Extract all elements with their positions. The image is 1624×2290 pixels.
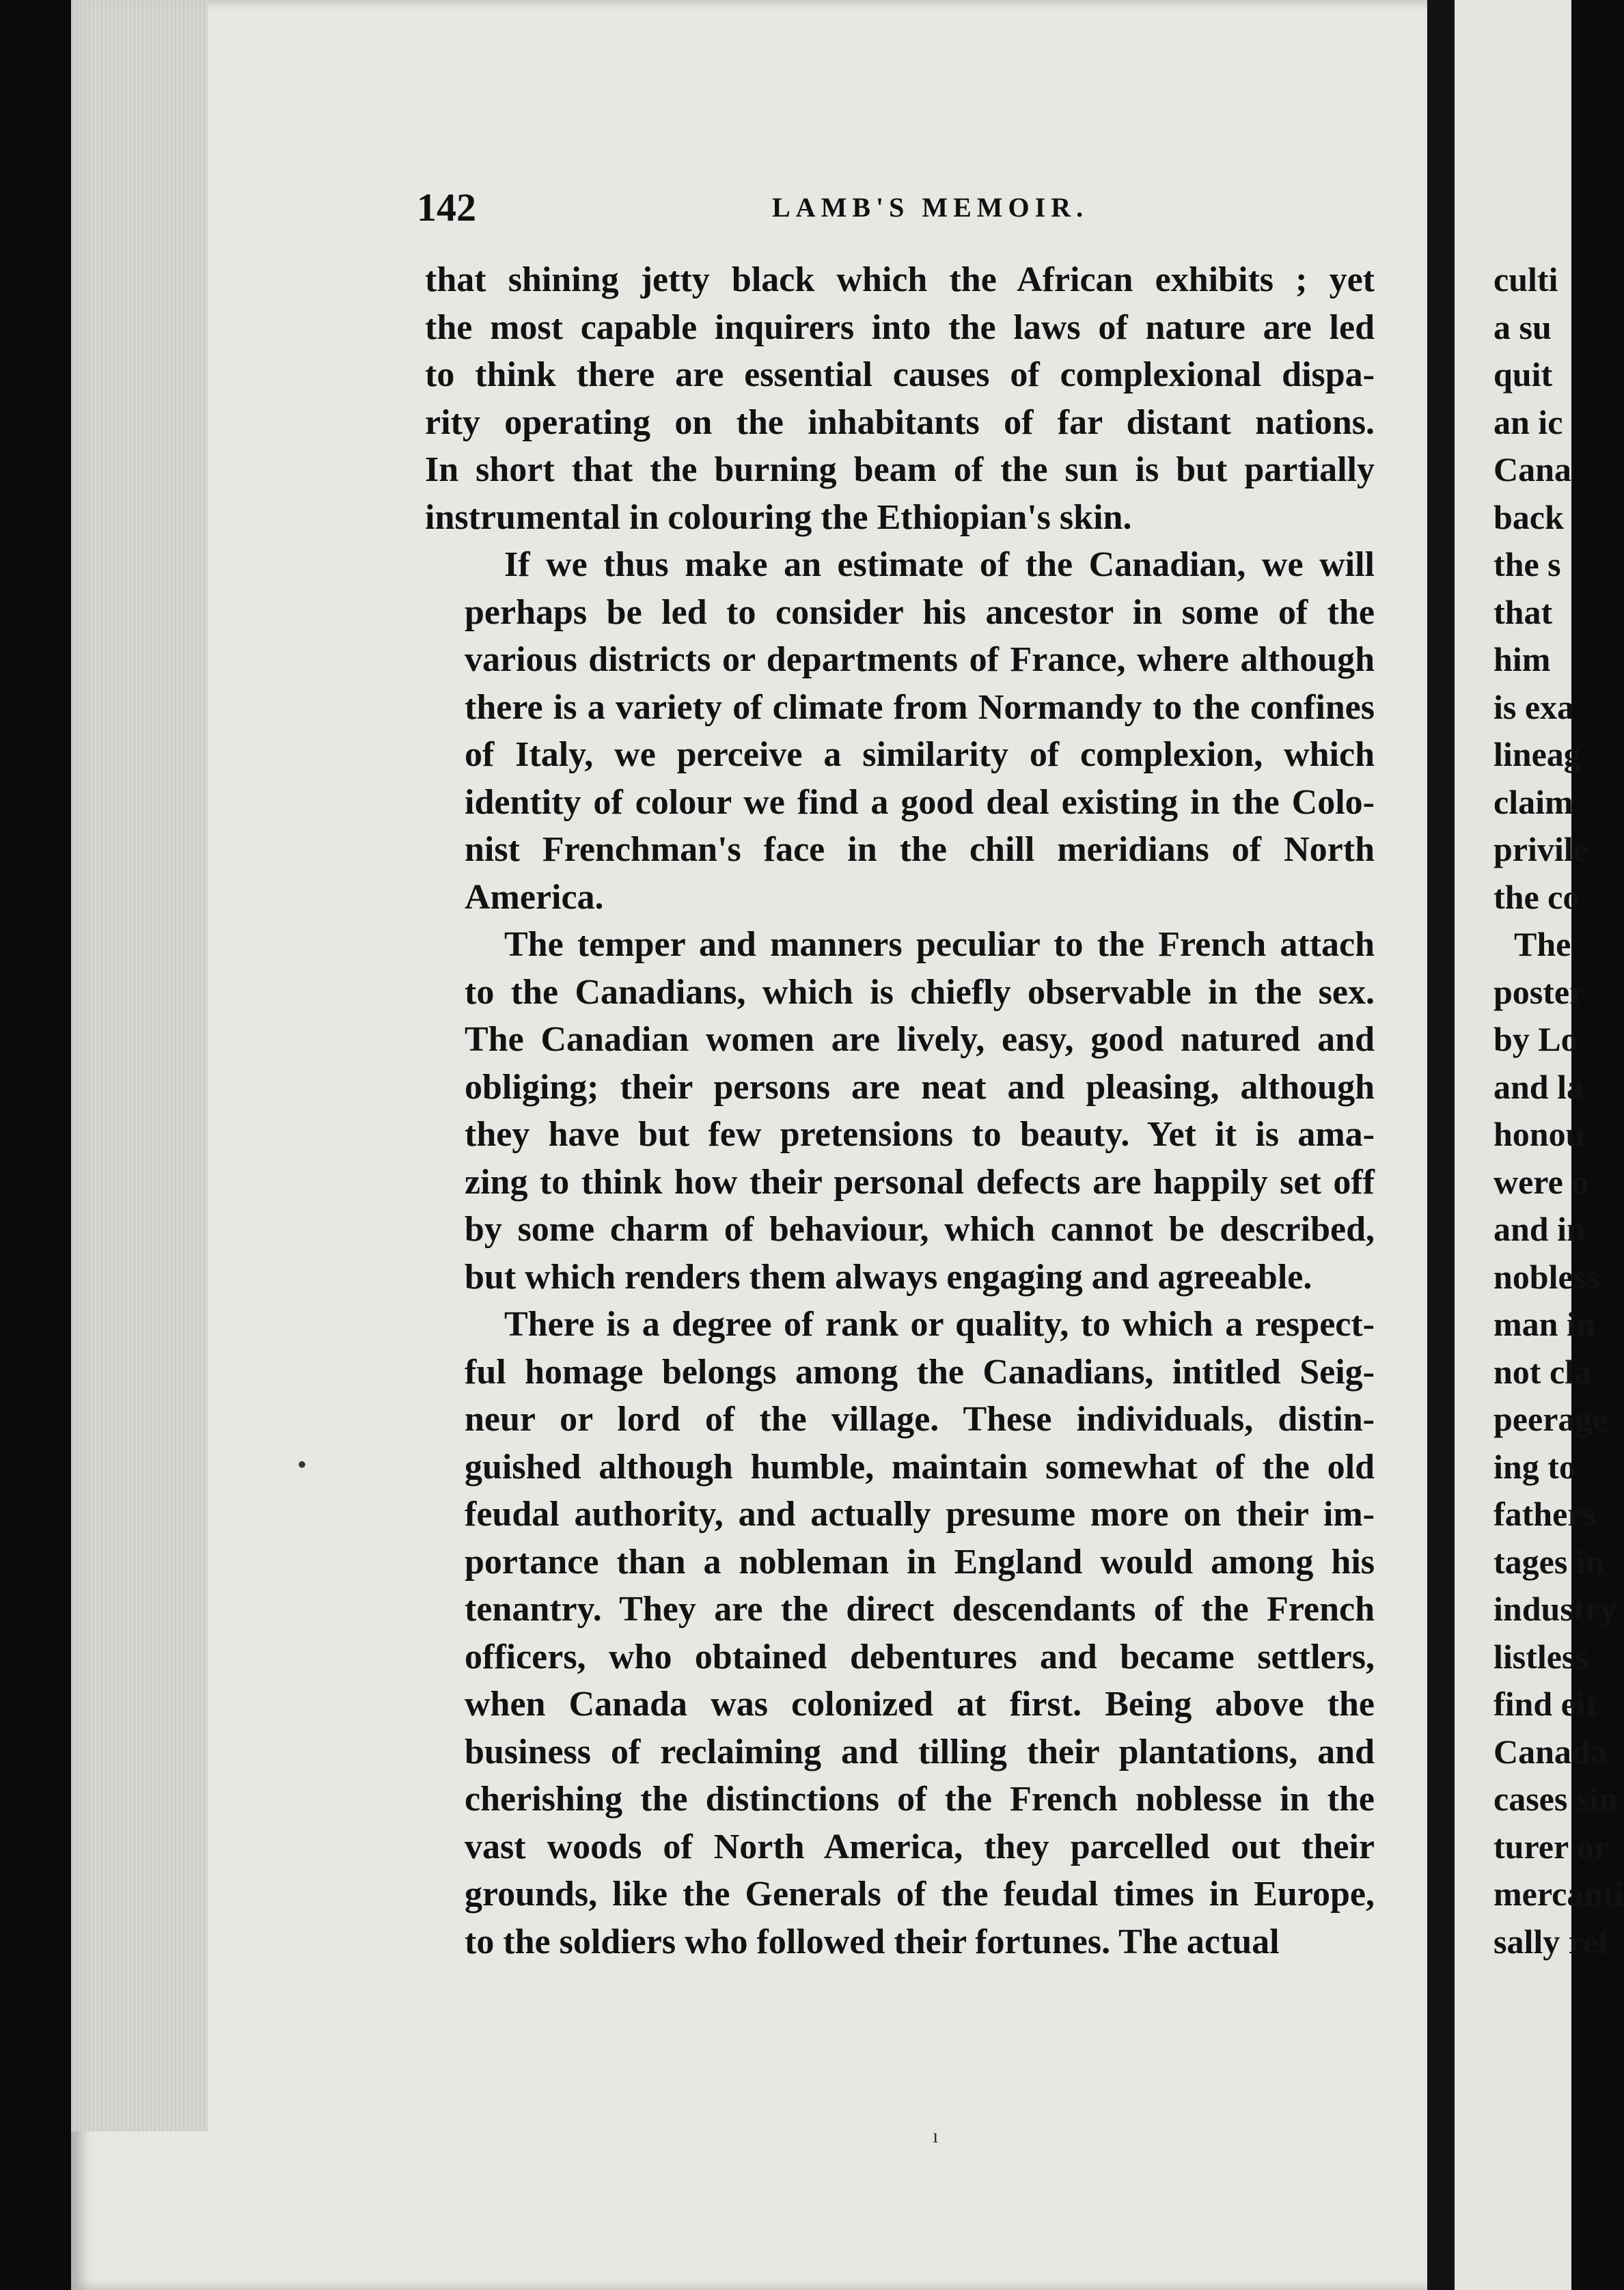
facing-page-fragment: by Lo	[1494, 1020, 1578, 1058]
text-line: neur or lord of the village. These individuals, distin-	[465, 1400, 1375, 1439]
facing-page-fragment: sally ref	[1494, 1922, 1610, 1961]
text-line: perhaps be led to consider his ancestor in some of the	[465, 592, 1375, 632]
text-line: by some charm of behaviour, which cannot be described,	[465, 1210, 1375, 1249]
facing-page-fragment: culti	[1494, 260, 1558, 299]
text-line: that shining jetty black which the African exhibits ; yet	[425, 260, 1375, 299]
text-line: If we thus make an estimate of the Canadian, we will	[504, 545, 1375, 584]
page-header	[417, 184, 1380, 232]
paragraph	[425, 541, 1375, 921]
text-line: various districts or departments of France, where although	[465, 640, 1375, 679]
text-line: In short that the burning beam of the sun is but partially	[425, 450, 1375, 489]
text-line: The temper and manners peculiar to the French attach	[504, 925, 1375, 964]
text-line: grounds, like the Generals of the feudal times in Europe,	[465, 1875, 1375, 1914]
facing-page-fragment: mercanti	[1494, 1875, 1624, 1913]
facing-page-fragment: industry	[1494, 1590, 1617, 1628]
facing-page-fragment: Canada	[1494, 1732, 1608, 1771]
text-line: identity of colour we find a good deal existing in the Colo-	[465, 782, 1375, 822]
speck-mark: ı	[933, 2125, 939, 2147]
facing-page-fragment: the s	[1494, 545, 1561, 583]
text-line: to think there are essential causes of complexional dispa-	[425, 355, 1375, 394]
text-line: zing to think how their personal defects are happily set off	[465, 1162, 1375, 1202]
text-line: guished although humble, maintain somewhat of the old	[465, 1447, 1375, 1487]
facing-page-fragment: and in	[1494, 1210, 1586, 1248]
text-line: There is a degree of rank or quality, to which a respect-	[504, 1305, 1375, 1344]
text-line: there is a variety of climate from Normandy to the confines	[465, 687, 1375, 727]
facing-page-fragment: an ic	[1494, 402, 1563, 441]
text-line: obliging; their persons are neat and pleasing, although	[465, 1067, 1375, 1107]
facing-page-fragment: man in	[1494, 1305, 1595, 1343]
facing-page-fragment: poster	[1494, 972, 1585, 1011]
facing-page-fragment: cases sin	[1494, 1780, 1618, 1818]
facing-page-text	[1494, 256, 1624, 1965]
page-number: 142	[417, 185, 476, 230]
text-line: cherishing the distinctions of the French noblesse in the	[465, 1780, 1375, 1819]
text-line: ful homage belongs among the Canadians, intitled Seig-	[465, 1352, 1375, 1392]
facing-page-fragment: honou	[1494, 1115, 1585, 1153]
gutter	[1427, 0, 1455, 2290]
facing-page-fragment: tages in	[1494, 1542, 1605, 1581]
text-line: vast woods of North America, they parcelled out their	[465, 1827, 1375, 1866]
text-line: rity operating on the inhabitants of far distant nations.	[425, 402, 1375, 442]
facing-page-fragment: nobless	[1494, 1257, 1600, 1296]
facing-page-fragment: The	[1514, 925, 1571, 963]
text-line: business of reclaiming and tilling their plantations, and	[465, 1732, 1375, 1771]
facing-page-fragment: that	[1494, 592, 1553, 631]
facing-page-fragment: a su	[1494, 307, 1552, 346]
facing-page-fragment: find eit	[1494, 1685, 1597, 1723]
facing-page-fragment: claim	[1494, 782, 1573, 821]
text-line: nist Frenchman's face in the chill meridians of North	[465, 830, 1375, 869]
facing-page-fragment: were o	[1494, 1162, 1589, 1201]
facing-page-fragment: quit	[1494, 355, 1553, 394]
paragraph	[425, 1301, 1375, 1965]
paragraph	[425, 256, 1375, 541]
text-line: to the soldiers who followed their fortunes. The actual	[465, 1922, 1280, 1961]
paragraph	[425, 921, 1375, 1301]
facing-page-fragment: back	[1494, 497, 1564, 536]
facing-page-fragment: peerage	[1494, 1400, 1608, 1438]
page-edges	[71, 0, 208, 2132]
facing-page-fragment: fathers	[1494, 1495, 1596, 1533]
body-text	[425, 256, 1375, 1965]
facing-page-fragment: listless	[1494, 1637, 1588, 1676]
text-line: tenantry. They are the direct descendants of the French	[465, 1590, 1375, 1629]
text-line: portance than a nobleman in England would among his	[465, 1542, 1375, 1582]
text-line: of Italy, we perceive a similarity of complexion, which	[465, 735, 1375, 774]
running-head: LAMB'S MEMOIR.	[772, 192, 1089, 223]
text-line: to the Canadians, which is chiefly observable in the sex.	[465, 972, 1375, 1012]
text-line: they have but few pretensions to beauty. Yet it is ama-	[465, 1115, 1375, 1154]
text-line: the most capable inquirers into the laws of nature are led	[425, 307, 1375, 347]
facing-page-fragment: turer or	[1494, 1827, 1609, 1866]
facing-page-fragment: is exa	[1494, 687, 1575, 726]
text-line: when Canada was colonized at first. Being above the	[465, 1685, 1375, 1724]
facing-page-fragment: him	[1494, 640, 1551, 678]
facing-page-fragment: the co	[1494, 877, 1580, 916]
text-line: feudal authority, and actually presume more on their im-	[465, 1495, 1375, 1534]
text-line: instrumental in colouring the Ethiopian's skin.	[425, 497, 1132, 537]
facing-page-fragment: privile	[1494, 830, 1588, 868]
facing-page-fragment: and la	[1494, 1067, 1584, 1106]
facing-page-fragment: lineag	[1494, 735, 1581, 773]
speck-mark: •	[297, 1449, 307, 1480]
facing-page-fragment: Cana	[1494, 450, 1571, 488]
facing-page-fragment: not cla	[1494, 1352, 1592, 1391]
text-line: The Canadian women are lively, easy, good natured and	[465, 1020, 1375, 1059]
facing-page-fragment: ing to	[1494, 1447, 1576, 1486]
text-line: America.	[465, 877, 604, 917]
text-line: officers, who obtained debentures and became settlers,	[465, 1637, 1375, 1677]
text-line: but which renders them always engaging and agreeable.	[465, 1257, 1312, 1297]
